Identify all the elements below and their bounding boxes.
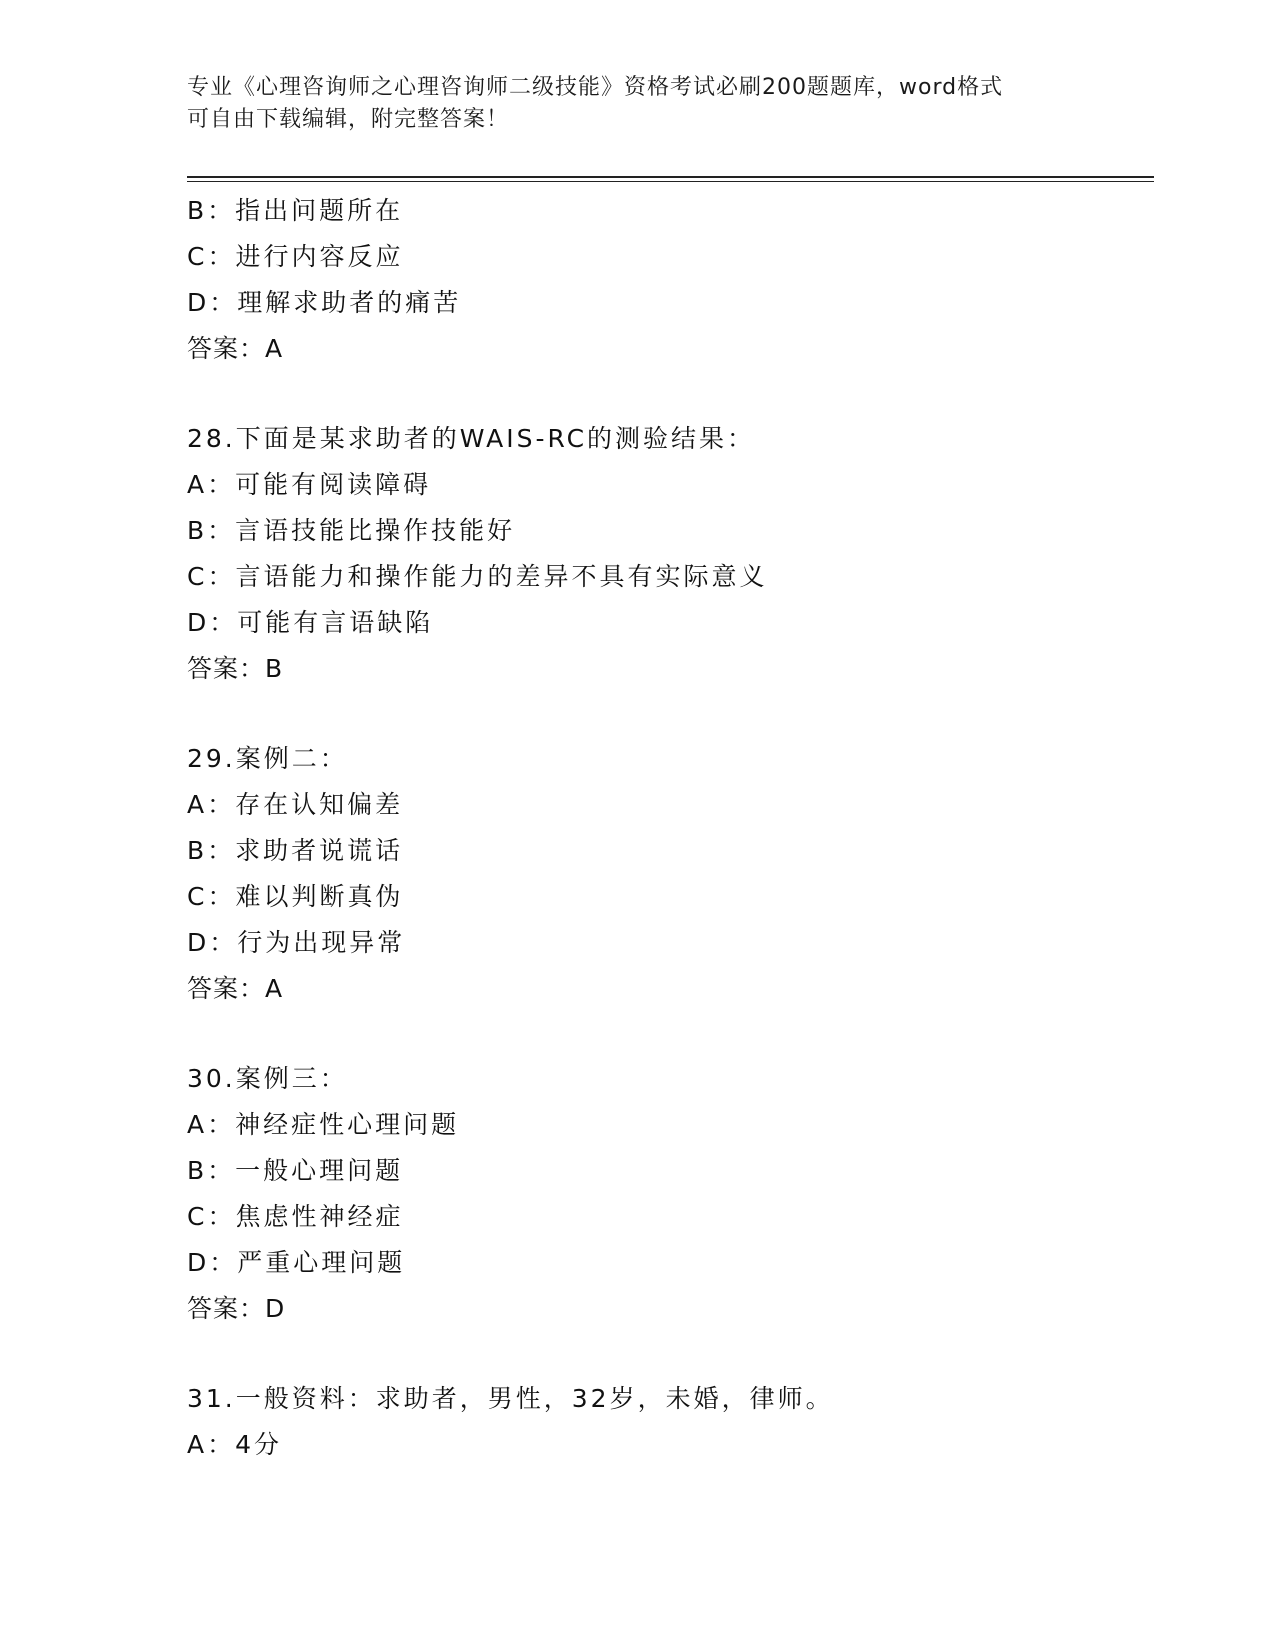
header-title-line-1: 专业《心理咨询师之心理咨询师二级技能》资格考试必刷200题题库，word格式 [187,75,1004,100]
header-title-line-2: 可自由下载编辑，附完整答案！ [187,107,510,132]
option-b: B：指出问题所在 [187,196,404,225]
question-stem: 31.一般资料：求助者，男性，32岁，未婚，律师。 [187,1384,834,1413]
question-fragment [187,188,1127,372]
question-28 [187,416,1127,692]
spacer [187,1332,1127,1376]
option-a: A：存在认知偏差 [187,790,404,819]
question-stem: 30.案例三： [187,1064,348,1093]
option-c: C：难以判断真伪 [187,882,404,911]
question-30 [187,1056,1127,1332]
answer-line: 答案：D [187,1294,286,1323]
spacer [187,1012,1127,1056]
option-a: A：神经症性心理问题 [187,1110,460,1139]
question-31 [187,1376,1127,1468]
answer-line: 答案：A [187,974,284,1003]
option-d: D：行为出现异常 [187,928,406,957]
option-b: B：言语技能比操作技能好 [187,516,516,545]
option-d: D：理解求助者的痛苦 [187,288,462,317]
answer-line: 答案：B [187,654,284,683]
option-c: C：焦虑性神经症 [187,1202,404,1231]
question-list [187,188,1127,1468]
answer-line: 答案：A [187,334,284,363]
option-a: A：可能有阅读障碍 [187,470,432,499]
page-header [187,72,1087,136]
option-b: B：求助者说谎话 [187,836,404,865]
option-c: C：进行内容反应 [187,242,404,271]
spacer [187,372,1127,416]
header-divider-thin [187,181,1154,182]
spacer [187,692,1127,736]
option-d: D：可能有言语缺陷 [187,608,434,637]
header-divider-thick [187,176,1154,178]
question-29 [187,736,1127,1012]
question-stem: 29.案例二： [187,744,348,773]
option-c: C：言语能力和操作能力的差异不具有实际意义 [187,562,768,591]
option-a: A：4分 [187,1430,283,1459]
question-stem: 28.下面是某求助者的WAIS-RC的测验结果： [187,424,756,453]
option-b: B：一般心理问题 [187,1156,404,1185]
option-d: D：严重心理问题 [187,1248,406,1277]
